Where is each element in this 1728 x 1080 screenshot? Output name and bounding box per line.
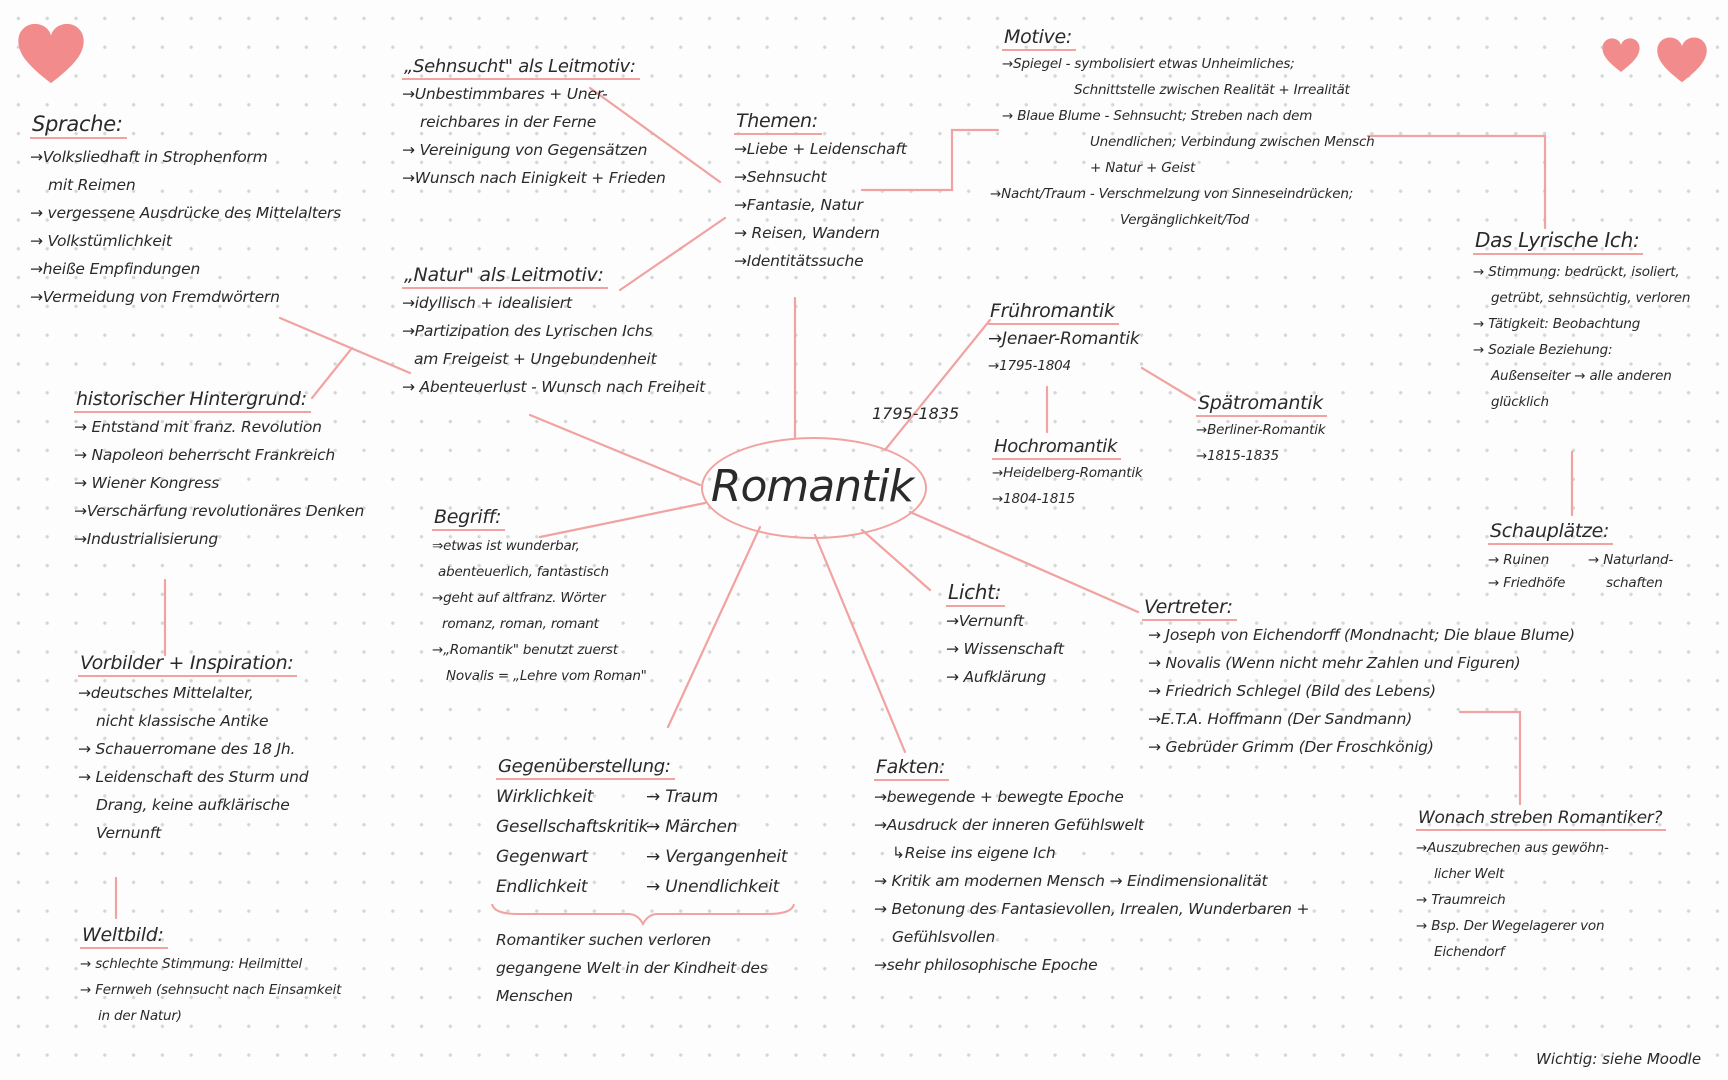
vertreter-item: → Novalis (Wenn nicht mehr Zahlen und Figuren): [1148, 654, 1521, 672]
sprache-item: →Vermeidung von Fremdwörtern: [30, 288, 280, 306]
fruehromantik-item: →Jenaer-Romantik: [988, 329, 1140, 349]
sprache-item: →heiße Empfindungen: [30, 260, 201, 278]
historisch-heading: historischer Hintergrund:: [74, 388, 311, 413]
period-label: 1795-1835: [872, 404, 960, 423]
begriff-item: →geht auf altfranz. Wörter: [432, 590, 606, 606]
sprache-item: →Volksliedhaft in Strophenform: [30, 148, 268, 166]
schauplaetze-heading: Schauplätze:: [1488, 520, 1613, 545]
weltbild-item: in der Natur): [98, 1008, 182, 1024]
sehnsucht-item: reichbares in der Ferne: [420, 113, 597, 131]
hochromantik-heading: Hochromantik: [992, 436, 1121, 460]
vorbilder-section: [78, 652, 308, 847]
line-sprache-natur: [280, 318, 410, 373]
hochromantik-item: →1804-1815: [992, 491, 1075, 507]
begriff-item: abenteuerlich, fantastisch: [438, 564, 609, 580]
schauplaetze-item: → Naturland-: [1588, 552, 1673, 568]
fakten-item: →bewegende + bewegte Epoche: [874, 788, 1124, 806]
begriff-heading: Begriff:: [432, 506, 505, 531]
begriff-item: romanz, roman, romant: [442, 616, 599, 632]
spaetromantik-section: [1196, 392, 1327, 469]
licht-section: [946, 580, 1064, 691]
contrast-right: → Märchen: [646, 817, 738, 837]
natur-item: → Abenteuerlust - Wunsch nach Freiheit: [402, 378, 705, 396]
historisch-item: → Wiener Kongress: [74, 474, 220, 492]
contrast-right: → Vergangenheit: [646, 847, 788, 867]
vertreter-item: →E.T.A. Hoffmann (Der Sandmann): [1148, 710, 1413, 728]
line-center-fakten: [815, 535, 905, 752]
historisch-item: →Verschärfung revolutionäres Denken: [74, 502, 365, 520]
sehnsucht-item: →Wunsch nach Einigkeit + Frieden: [402, 169, 666, 187]
contrast-left: Gesellschaftskritik: [496, 817, 649, 837]
motive-item: + Natur + Geist: [1090, 160, 1196, 176]
vorbilder-item: →deutsches Mittelalter,: [78, 684, 254, 702]
gegenueberstellung-section: [496, 756, 798, 1010]
licht-item: → Wissenschaft: [946, 640, 1064, 658]
gegenueberstellung-note: Romantiker suchen verloren: [496, 931, 711, 949]
themen-item: → Reisen, Wandern: [734, 224, 880, 242]
fakten-section: [874, 756, 1309, 979]
hochromantik-item: →Heidelberg-Romantik: [992, 465, 1143, 481]
natur-item: am Freigeist + Ungebundenheit: [414, 350, 657, 368]
sehnsucht-section: [402, 56, 666, 192]
lyrisches-ich-heading: Das Lyrische Ich:: [1473, 228, 1643, 255]
wonach-item: Eichendorf: [1434, 944, 1505, 960]
sprache-item: mit Reimen: [48, 176, 136, 194]
gegenueberstellung-note: Menschen: [496, 987, 573, 1005]
sehnsucht-item: → Vereinigung von Gegensätzen: [402, 141, 648, 159]
sehnsucht-item: →Unbestimmbares + Uner-: [402, 85, 608, 103]
themen-item: →Identitätssuche: [734, 252, 864, 270]
fakten-item: →Ausdruck der inneren Gefühlswelt: [874, 816, 1144, 834]
motive-item: Vergänglichkeit/Tod: [1120, 212, 1250, 228]
vorbilder-item: → Leidenschaft des Sturm und: [78, 768, 309, 786]
natur-heading: „Natur" als Leitmotiv:: [402, 264, 608, 289]
sehnsucht-heading: „Sehnsucht" als Leitmotiv:: [402, 56, 640, 80]
fakten-item: → Betonung des Fantasievollen, Irrealen, Wunderbaren +: [874, 900, 1310, 918]
schauplaetze-item: schaften: [1606, 575, 1663, 591]
natur-section: [402, 264, 705, 401]
lyrisches-ich-item: → Stimmung: bedrückt, isoliert,: [1473, 264, 1680, 280]
contrast-left: Wirklichkeit: [496, 787, 594, 807]
schauplaetze-item: → Ruinen: [1488, 552, 1550, 568]
motive-section: [990, 26, 1375, 233]
line-center-gegenueberstellung: [668, 527, 760, 727]
themen-item: →Fantasie, Natur: [734, 196, 863, 214]
gegenueberstellung-note: gegangene Welt in der Kindheit des: [496, 959, 768, 977]
vertreter-item: → Friedrich Schlegel (Bild des Lebens): [1148, 682, 1436, 700]
themen-item: →Sehnsucht: [734, 168, 827, 186]
lyrisches-ich-item: → Tätigkeit: Beobachtung: [1473, 316, 1641, 332]
contrast-right: → Unendlichkeit: [646, 877, 780, 897]
contrast-left: Endlichkeit: [496, 877, 588, 897]
spaetromantik-item: →Berliner-Romantik: [1196, 422, 1326, 438]
begriff-item: ⇒etwas ist wunderbar,: [432, 538, 580, 554]
fakten-heading: Fakten:: [874, 756, 949, 781]
motive-item: Unendlichen; Verbindung zwischen Mensch: [1090, 134, 1375, 150]
schauplaetze-section: [1488, 520, 1688, 593]
vertreter-item: → Gebrüder Grimm (Der Froschkönig): [1148, 738, 1434, 756]
heart-icon: [14, 18, 88, 92]
hochromantik-section: [992, 436, 1143, 512]
lyrisches-ich-section: [1473, 228, 1690, 415]
lyrisches-ich-item: → Soziale Beziehung:: [1473, 342, 1613, 358]
wonach-item: →Auszubrechen aus gewöhn-: [1416, 840, 1609, 856]
motive-heading: Motive:: [1002, 26, 1076, 51]
vorbilder-item: Drang, keine aufklärische: [96, 796, 290, 814]
motive-item: Schnittstelle zwischen Realität + Irrealität: [1074, 82, 1350, 98]
fakten-item: →sehr philosophische Epoche: [874, 956, 1098, 974]
center-title: Romantik: [710, 460, 914, 512]
spaetromantik-heading: Spätromantik: [1196, 392, 1327, 417]
motive-item: →Spiegel - symbolisiert etwas Unheimliches;: [1002, 56, 1295, 72]
line-center-licht: [862, 530, 930, 590]
wonach-item: licher Welt: [1434, 866, 1505, 882]
licht-item: → Aufklärung: [946, 668, 1047, 686]
curly-brace: [488, 900, 798, 926]
wonach-item: → Traumreich: [1416, 892, 1506, 908]
fruehromantik-section: [988, 300, 1140, 379]
vertreter-heading: Vertreter:: [1142, 596, 1237, 621]
heart-icon: [1600, 34, 1642, 78]
licht-item: →Vernunft: [946, 612, 1024, 630]
heart-icon: [1654, 32, 1710, 90]
contrast-left: Gegenwart: [496, 847, 588, 867]
line-motive-lyrisch: [1368, 136, 1545, 228]
wonach-heading: Wonach streben Romantiker?: [1416, 808, 1666, 831]
weltbild-heading: Weltbild:: [80, 924, 168, 949]
historisch-section: [74, 388, 364, 553]
fakten-item: Gefühlsvollen: [892, 928, 996, 946]
licht-heading: Licht:: [946, 580, 1005, 607]
sprache-item: → vergessene Ausdrücke des Mittelalters: [30, 204, 341, 222]
motive-item: → Blaue Blume - Sehnsucht; Streben nach dem: [1002, 108, 1313, 124]
historisch-item: → Napoleon beherrscht Frankreich: [74, 446, 336, 464]
fruehromantik-heading: Frühromantik: [988, 300, 1119, 325]
fakten-item: ↳Reise ins eigene Ich: [892, 844, 1056, 862]
line-center-fruehromantik: [885, 320, 990, 450]
themen-heading: Themen:: [734, 110, 822, 135]
vertreter-section: [1142, 596, 1575, 761]
weltbild-item: → schlechte Stimmung: Heilmittel: [80, 956, 303, 972]
weltbild-section: [80, 924, 341, 1029]
line-frueh-spaet: [1142, 368, 1195, 400]
natur-item: →idyllisch + idealisiert: [402, 294, 572, 312]
vertreter-item: → Joseph von Eichendorff (Mondnacht; Die blaue Blume): [1148, 626, 1575, 644]
contrast-right: → Traum: [646, 787, 719, 807]
vorbilder-item: → Schauerromane des 18 Jh.: [78, 740, 296, 758]
sprache-section: [30, 112, 341, 311]
themen-section: [734, 110, 907, 275]
wonach-section: [1416, 808, 1666, 965]
vorbilder-item: nicht klassische Antike: [96, 712, 269, 730]
themen-item: →Liebe + Leidenschaft: [734, 140, 907, 158]
begriff-section: [432, 506, 647, 689]
begriff-item: Novalis = „Lehre vom Roman": [446, 668, 647, 684]
natur-item: →Partizipation des Lyrischen Ichs: [402, 322, 653, 340]
lyrisches-ich-item: Außenseiter → alle anderen: [1491, 368, 1672, 384]
vorbilder-heading: Vorbilder + Inspiration:: [78, 652, 297, 677]
wonach-item: → Bsp. Der Wegelagerer von: [1416, 918, 1605, 934]
line-natur-center: [530, 415, 700, 485]
footer-note: Wichtig: siehe Moodle: [1536, 1050, 1702, 1068]
sprache-heading: Sprache:: [30, 112, 127, 139]
begriff-item: →„Romantik" benutzt zuerst: [432, 642, 618, 658]
spaetromantik-item: →1815-1835: [1196, 448, 1279, 464]
sprache-item: → Volkstümlichkeit: [30, 232, 172, 250]
historisch-item: →Industrialisierung: [74, 530, 218, 548]
gegenueberstellung-heading: Gegenüberstellung:: [496, 756, 675, 780]
motive-item: →Nacht/Traum - Verschmelzung von Sinneseindrücken;: [990, 186, 1354, 202]
vorbilder-item: Vernunft: [96, 824, 162, 842]
schauplaetze-item: → Friedhöfe: [1488, 575, 1566, 591]
weltbild-item: → Fernweh (sehnsucht nach Einsamkeit: [80, 982, 342, 998]
lyrisches-ich-item: glücklich: [1491, 394, 1549, 410]
fakten-item: → Kritik am modernen Mensch → Eindimensionalität: [874, 872, 1268, 890]
historisch-item: → Entstand mit franz. Revolution: [74, 418, 322, 436]
lyrisches-ich-item: getrübt, sehnsüchtig, verloren: [1491, 290, 1691, 306]
fruehromantik-item: →1795-1804: [988, 358, 1071, 374]
